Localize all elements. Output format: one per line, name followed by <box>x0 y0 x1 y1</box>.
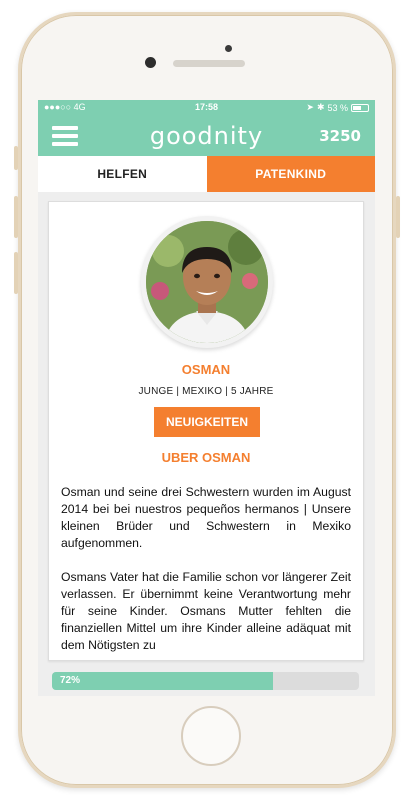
tab-bar <box>38 156 375 192</box>
front-camera-icon <box>145 57 156 68</box>
about-paragraph: Osman und seine drei Schwestern wurden im August 2014 bei bei nuestros pequeños hermanos | Unsere kleinen Brüder und Schwestern in Mexiko aufgenommen. <box>61 485 351 550</box>
speaker-grille <box>173 60 245 67</box>
location-icon: ➤ <box>306 102 314 112</box>
tab-patenkind[interactable]: PATENKIND <box>207 156 376 192</box>
about-heading: UBER OSMAN <box>161 450 251 465</box>
volume-up-button <box>14 196 18 238</box>
progress-label: 72% <box>60 675 81 686</box>
about-text <box>61 484 351 661</box>
tab-helfen[interactable]: HELFEN <box>38 156 207 192</box>
battery-icon <box>351 104 369 112</box>
app-screen <box>38 100 375 696</box>
status-right <box>306 102 369 113</box>
status-bar <box>38 100 375 116</box>
bluetooth-icon: ✱ <box>316 102 325 112</box>
status-time: 17:58 <box>194 102 219 112</box>
progress-fill <box>52 672 273 690</box>
points-counter: 3250 <box>319 127 361 145</box>
about-paragraph: Osmans Vater hat die Familie schon vor längerer Zeit verlassen. Er übernimmt keine Verantwortung mehr für seine Kinder. Osmans Mutter fehlten die finanziellen Mittel um ihre Kinder alleine adäquat mit dem Nötigsten zu <box>61 570 351 652</box>
power-button <box>396 196 400 238</box>
child-photo <box>141 216 273 348</box>
app-header <box>38 116 375 156</box>
sponsorship-progress-bar <box>52 672 359 690</box>
child-details: JUNGE | MEXIKO | 5 JAHRE <box>138 386 274 397</box>
battery-percent: 53 % <box>327 102 348 113</box>
news-button[interactable]: NEUIGKEITEN <box>154 407 260 437</box>
app-logo: goodnity <box>149 122 264 150</box>
front-sensor <box>225 45 232 52</box>
child-name: OSMAN <box>181 362 231 377</box>
volume-down-button <box>14 252 18 294</box>
mute-switch <box>14 146 18 170</box>
child-profile-card <box>48 201 364 661</box>
carrier-signal: ●●●○○ 4G <box>44 102 86 112</box>
home-button[interactable] <box>181 706 241 766</box>
